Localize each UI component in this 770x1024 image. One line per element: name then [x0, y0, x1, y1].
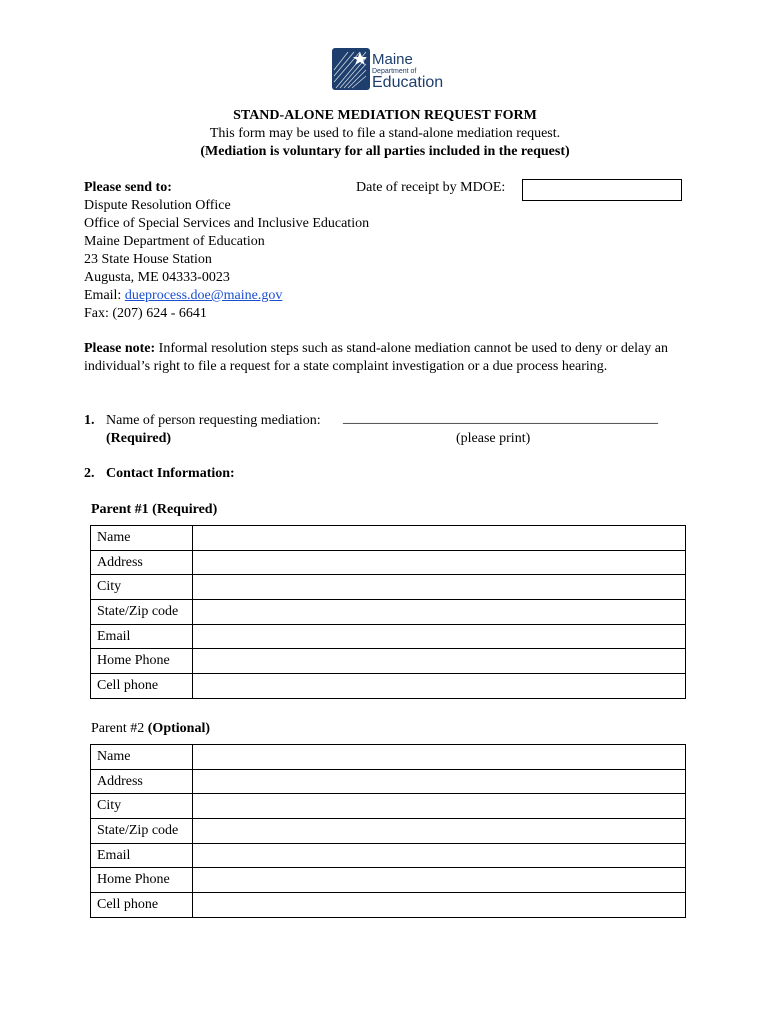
parent1-statezip-field[interactable] [193, 600, 686, 625]
fax-line: Fax: (207) 624 - 6641 [84, 306, 207, 321]
table-row [91, 745, 686, 770]
parent2-address-label: Address [91, 769, 193, 794]
receipt-date-field[interactable] [522, 179, 682, 201]
department-name: Maine Department of Education [84, 234, 265, 249]
division-name: Office of Special Services and Inclusive Education [84, 216, 370, 231]
parent2-city-field[interactable] [193, 794, 686, 819]
parent1-cellphone-label: Cell phone [91, 674, 193, 699]
parent1-cellphone-field[interactable] [193, 674, 686, 699]
table-row [91, 843, 686, 868]
email-label: Email: [84, 288, 122, 303]
parent2-heading [91, 720, 210, 738]
office-name: Dispute Resolution Office [84, 198, 231, 213]
table-row [91, 868, 686, 893]
parent1-statezip-label: State/Zip code [91, 600, 193, 625]
table-row [91, 674, 686, 699]
q2-label: Contact Information: [106, 466, 235, 481]
table-row [91, 575, 686, 600]
table-row [91, 600, 686, 625]
table-row [91, 794, 686, 819]
send-to-label: Please send to: [84, 180, 172, 195]
parent1-address-field[interactable] [193, 550, 686, 575]
parent1-email-field[interactable] [193, 624, 686, 649]
parent1-homephone-field[interactable] [193, 649, 686, 674]
please-note-text: Informal resolution steps such as stand-alone mediation cannot be used to deny or delay an individual’s right to file a request for a state complaint investigation or a due process hearing. [84, 341, 668, 374]
parent1-name-field[interactable] [193, 526, 686, 551]
form-subtitle: This form may be used to file a stand-alone mediation request. [209, 126, 561, 141]
parent2-heading-prefix: Parent #2 [91, 721, 148, 736]
maine-logo-icon [332, 48, 370, 90]
maine-doe-logo [332, 46, 448, 92]
parent1-name-label: Name [91, 526, 193, 551]
table-row [91, 624, 686, 649]
parent2-name-label: Name [91, 745, 193, 770]
parent2-homephone-field[interactable] [193, 868, 686, 893]
email-link[interactable]: dueprocess.doe@maine.gov [124, 288, 283, 303]
parent2-table [90, 744, 686, 918]
parent2-statezip-label: State/Zip code [91, 819, 193, 844]
city-address: Augusta, ME 04333-0023 [84, 270, 230, 285]
parent1-email-label: Email [91, 624, 193, 649]
parent1-address-label: Address [91, 550, 193, 575]
parent1-heading: Parent #1 (Required) [91, 502, 218, 517]
parent2-statezip-field[interactable] [193, 819, 686, 844]
form-title: STAND-ALONE MEDIATION REQUEST FORM [233, 108, 537, 123]
q1-label: Name of person requesting mediation: [106, 413, 321, 428]
parent2-email-label: Email [91, 843, 193, 868]
please-note-paragraph [84, 340, 684, 376]
logo-department-text: Department of [372, 68, 417, 75]
table-row [91, 550, 686, 575]
parent1-city-label: City [91, 575, 193, 600]
parent2-name-field[interactable] [193, 745, 686, 770]
logo-wordmark [372, 46, 443, 91]
parent2-cellphone-label: Cell phone [91, 893, 193, 918]
q1-number: 1. [84, 413, 95, 428]
please-note-label: Please note: [84, 341, 156, 356]
street-address: 23 State House Station [84, 252, 212, 267]
q1-required: (Required) [106, 431, 172, 446]
parent2-cellphone-field[interactable] [193, 893, 686, 918]
q1-name-blank[interactable]: _____________________________________________ [343, 411, 658, 426]
logo-maine-text: Maine [372, 51, 413, 68]
email-line [84, 287, 282, 305]
parent1-table [90, 525, 686, 699]
table-row [91, 769, 686, 794]
parent2-homephone-label: Home Phone [91, 868, 193, 893]
receipt-date-label: Date of receipt by MDOE: [356, 180, 506, 195]
voluntary-note: (Mediation is voluntary for all parties included in the request) [200, 144, 570, 159]
q2-number: 2. [84, 466, 95, 481]
parent1-homephone-label: Home Phone [91, 649, 193, 674]
parent2-city-label: City [91, 794, 193, 819]
q1-hint: (please print) [456, 431, 531, 446]
table-row [91, 819, 686, 844]
table-row [91, 649, 686, 674]
parent1-city-field[interactable] [193, 575, 686, 600]
parent2-address-field[interactable] [193, 769, 686, 794]
parent2-email-field[interactable] [193, 843, 686, 868]
parent2-heading-optional: (Optional) [147, 721, 210, 736]
table-row [91, 893, 686, 918]
table-row [91, 526, 686, 551]
logo-education-text: Education [372, 74, 444, 91]
